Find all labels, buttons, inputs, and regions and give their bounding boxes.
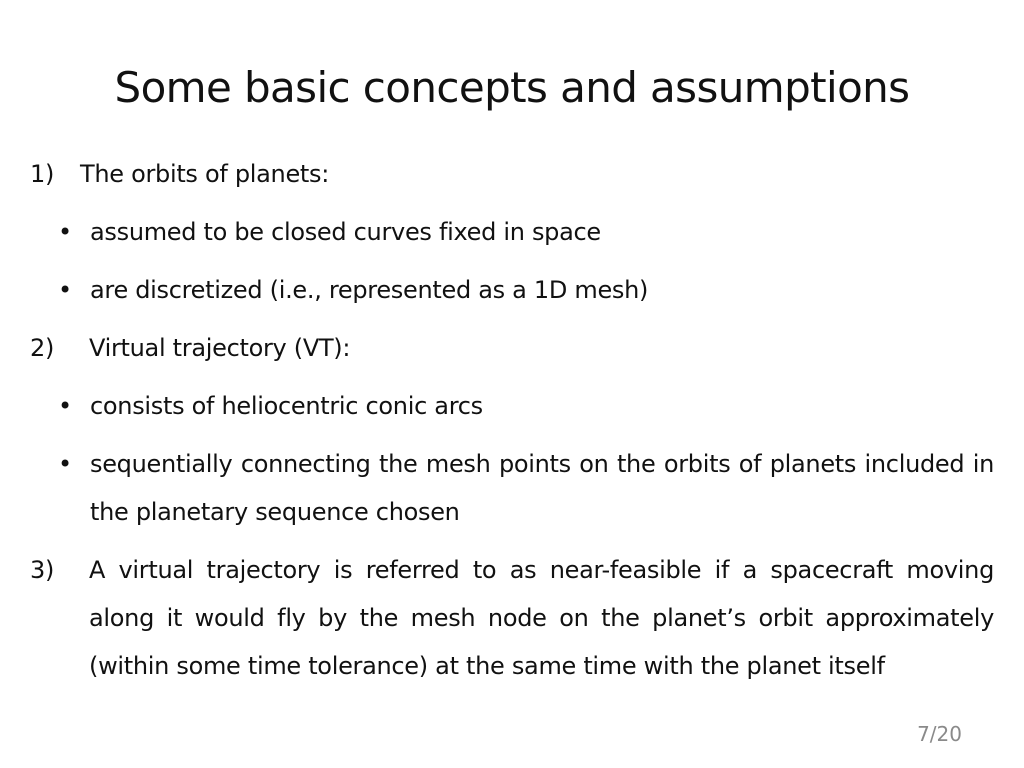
bullet-text: assumed to be closed curves fixed in space — [90, 218, 601, 246]
bullet-text: sequentially connecting the mesh points on the orbits of planets included in the planetary sequence chosen — [90, 450, 994, 526]
bullet-text: are discretized (i.e., represented as a 1D mesh) — [90, 276, 649, 304]
bullet-icon: • — [58, 450, 72, 478]
list-item-2 — [30, 324, 994, 372]
item-number: 2) — [30, 334, 55, 362]
item-heading: Virtual trajectory (VT): — [89, 334, 351, 362]
bullet-icon: • — [58, 276, 72, 304]
item-number: 1) — [30, 160, 55, 188]
bullet-item — [30, 208, 994, 256]
bullet-icon: • — [58, 392, 72, 420]
bullet-icon: • — [58, 218, 72, 246]
list-item-1 — [30, 150, 994, 198]
item-heading: The orbits of planets: — [80, 160, 330, 188]
bullet-text: consists of heliocentric conic arcs — [90, 392, 483, 420]
item-number: 3) — [30, 556, 55, 584]
list-item-3 — [30, 546, 994, 690]
bullet-item — [30, 382, 994, 430]
bullet-item — [30, 266, 994, 314]
slide-title: Some basic concepts and assumptions — [114, 63, 910, 112]
slide-body — [30, 150, 994, 690]
bullet-item — [30, 440, 994, 536]
page-number: 7/20 — [917, 722, 962, 746]
item-heading: A virtual trajectory is referred to as near-feasible if a spacecraft moving along it would fly by the mesh node on the planet’s orbit approximately (within some time tolerance) at the same time with the planet itself — [89, 556, 994, 680]
